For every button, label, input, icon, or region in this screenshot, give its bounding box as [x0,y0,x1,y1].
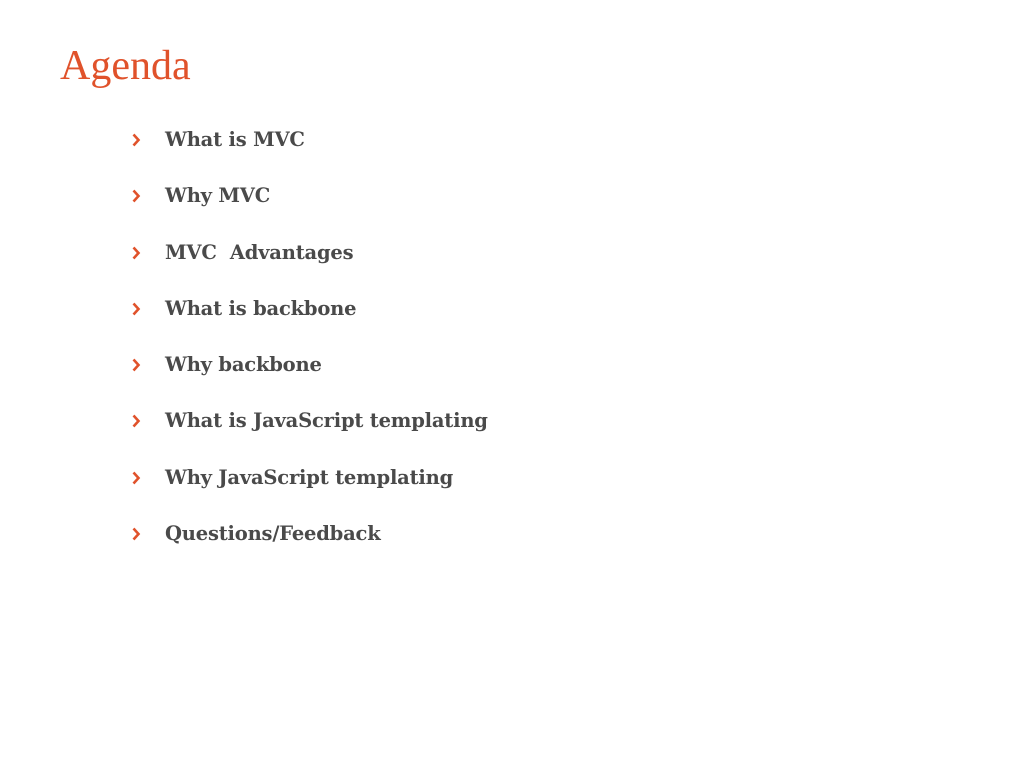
list-item [132,405,488,461]
item-label: What is backbone [165,296,357,320]
chevron-right-icon [132,293,165,325]
chevron-right-icon [132,180,165,212]
chevron-right-icon [132,124,165,156]
list-item [132,462,488,518]
item-label: MVC Advantages [165,240,354,264]
chevron-right-icon [132,405,165,437]
list-item [132,237,488,293]
item-label: Why MVC [165,184,271,208]
chevron-right-icon [132,518,165,550]
list-item [132,349,488,405]
list-item [132,518,488,574]
chevron-right-icon [132,462,165,494]
item-label: Why backbone [165,353,322,377]
list-item [132,124,488,180]
item-label: What is JavaScript templating [165,409,488,433]
chevron-right-icon [132,349,165,381]
agenda-list [132,124,488,574]
item-label: What is MVC [165,128,305,151]
item-label: Why JavaScript templating [165,465,454,489]
slide-title: Agenda [60,43,191,89]
chevron-right-icon [132,237,165,269]
item-label: Questions/Feedback [165,522,381,546]
list-item [132,180,488,236]
list-item [132,293,488,349]
